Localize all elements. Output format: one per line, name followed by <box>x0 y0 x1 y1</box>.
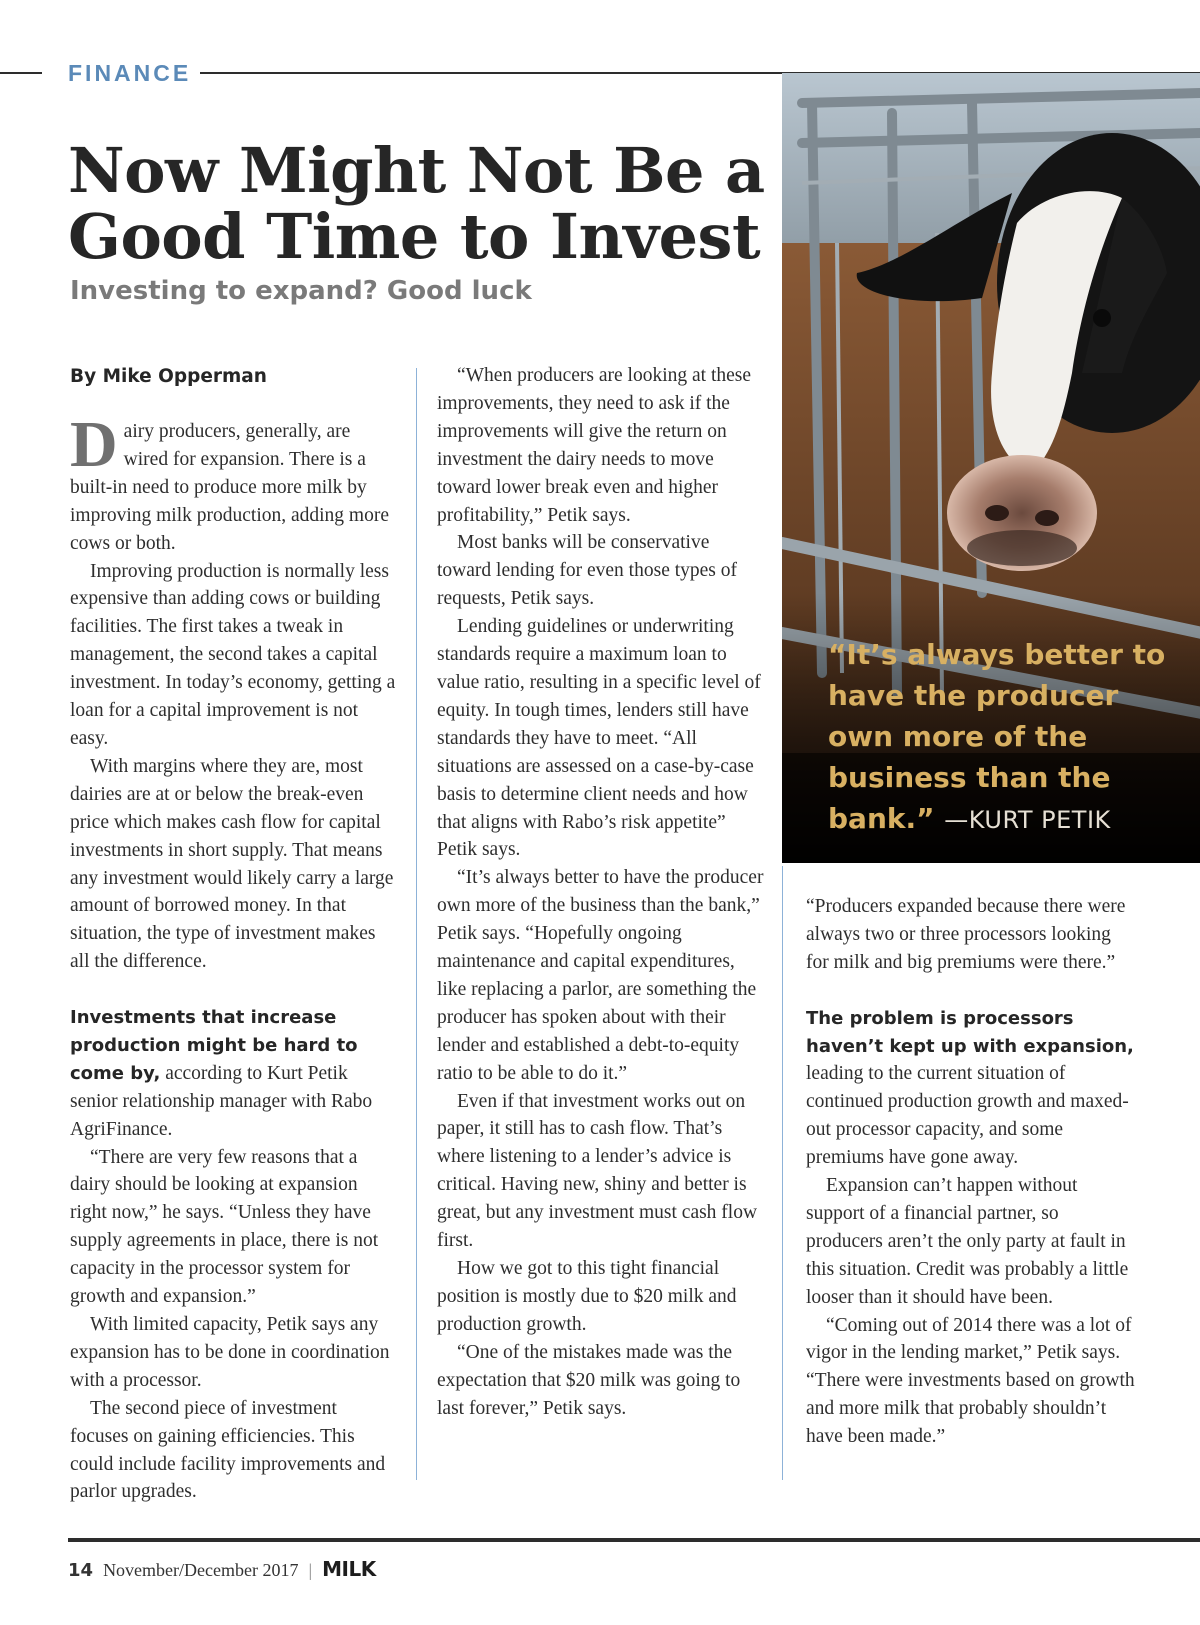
subheadline: Investing to expand? Good luck <box>70 276 532 306</box>
paragraph: “Coming out of 2014 there was a lot of vigor in the lending market,” Petik says. “There were investments based on growth and more milk that probably shouldn’t have been made.” <box>806 1314 1135 1448</box>
pull-quote-attribution: —KURT PETIK <box>944 806 1111 834</box>
paragraph-lead-in: The problem is processors haven’t kept up with expansion, <box>806 1007 1134 1057</box>
page-number: 14 <box>68 1560 94 1581</box>
magazine-name: MILK <box>322 1557 376 1581</box>
paragraph: “Producers expanded because there were always two or three processors looking for milk and big premiums were there.” <box>806 896 1126 973</box>
paragraph: How we got to this tight financial position is mostly due to $20 milk and production growth. <box>437 1258 737 1335</box>
paragraph: Most banks will be conservative toward lending for even those types of requests, Petik says. <box>437 532 738 610</box>
paragraph: Improving production is normally less expensive than adding cows or building facilities. The first takes a tweak in management, the second takes a capital investment. In today’s economy, getting a loan for a capital improvement is not easy. <box>70 560 396 749</box>
headline-line-2: Good Time to Invest <box>68 200 761 273</box>
footer-separator: | <box>308 1560 313 1580</box>
article-column-2 <box>437 362 767 1422</box>
issue-date: November/December 2017 <box>103 1560 299 1580</box>
footer-rule <box>68 1538 1200 1542</box>
paragraph: Lending guidelines or underwriting standards require a maximum loan to value ratio, resulting in a specific level of equity. In tough times, lenders still have standards they have to meet. “All situations are assessed on a case-by-case basis to determine client needs and how that aligns with Rabo’s risk appetite” Petik says. <box>437 616 761 861</box>
pull-quote-text: “It’s always better to have the producer own more of the business than the bank.” <box>828 638 1166 835</box>
paragraph: Expansion can’t happen without support of a financial partner, so producers aren’t the only party at fault in this situation. Credit was probably a little looser than it should have been. <box>806 1175 1129 1308</box>
pull-quote <box>828 634 1188 841</box>
paragraph-text: airy producers, generally, are wired for expansion. There is a built-in need to produce more milk by improving milk production, adding more cows or both. <box>70 421 389 554</box>
paragraph <box>70 1004 398 1144</box>
paragraph: “One of the mistakes made was the expectation that $20 milk was going to last forever,” Petik says. <box>437 1341 741 1419</box>
page-footer <box>68 1557 376 1581</box>
drop-cap: D <box>70 408 118 481</box>
paragraph <box>70 408 398 558</box>
paragraph-text: leading to the current situation of continued production growth and maxed-out processor capacity, and some premiums have gone away. <box>806 1063 1129 1169</box>
column-divider <box>416 368 417 1480</box>
paragraph: With margins where they are, most dairies are at or below the break-even price which makes cash flow for capital investments in short supply. That means any investment would likely carry a large amount of borrowed money. In that situation, the type of investment makes all the difference. <box>70 755 394 973</box>
byline: By Mike Opperman <box>70 366 267 387</box>
column-divider <box>782 866 783 1480</box>
paragraph: Even if that investment works out on paper, it still has to cash flow. That’s where listening to a lender’s advice is critical. Having new, shiny and better is great, but any investment must cash flow first. <box>437 1090 758 1252</box>
article-column-3 <box>806 893 1136 1451</box>
paragraph <box>806 1005 1136 1172</box>
headline-line-1: Now Might Not Be a <box>68 134 765 207</box>
section-rule-left <box>0 72 42 74</box>
article-column-1 <box>70 408 398 1506</box>
paragraph: With limited capacity, Petik says any expansion has to be done in coordination with a processor. <box>70 1313 390 1391</box>
section-label: FINANCE <box>68 60 192 86</box>
paragraph: “When producers are looking at these improvements, they need to ask if the improvements will give the return on investment the dairy needs to move toward lower break even and higher profitability,” Petik says. <box>437 365 752 526</box>
paragraph-text: according to Kurt Petik senior relationship manager with Rabo AgriFinance. <box>70 1062 373 1140</box>
paragraph: “It’s always better to have the producer own more of the business than the bank,” Petik says. “Hopefully ongoing maintenance and capital expenditures, like replacing a parlor, are something the producer has spoken about with their lender and established a debt-to-equity ratio to be able to do it.” <box>437 867 764 1084</box>
paragraph: “There are very few reasons that a dairy should be looking at expansion right now,” he says. “Unless they have supply agreements in place, there is not capacity in the processor system for growth and expansion.” <box>70 1146 379 1308</box>
headline <box>68 134 768 273</box>
paragraph-lead-in: Investments that increase production might be hard to come by, <box>70 1007 358 1084</box>
paragraph: The second piece of investment focuses on gaining efficiencies. This could include facility improvements and parlor upgrades. <box>70 1397 386 1503</box>
